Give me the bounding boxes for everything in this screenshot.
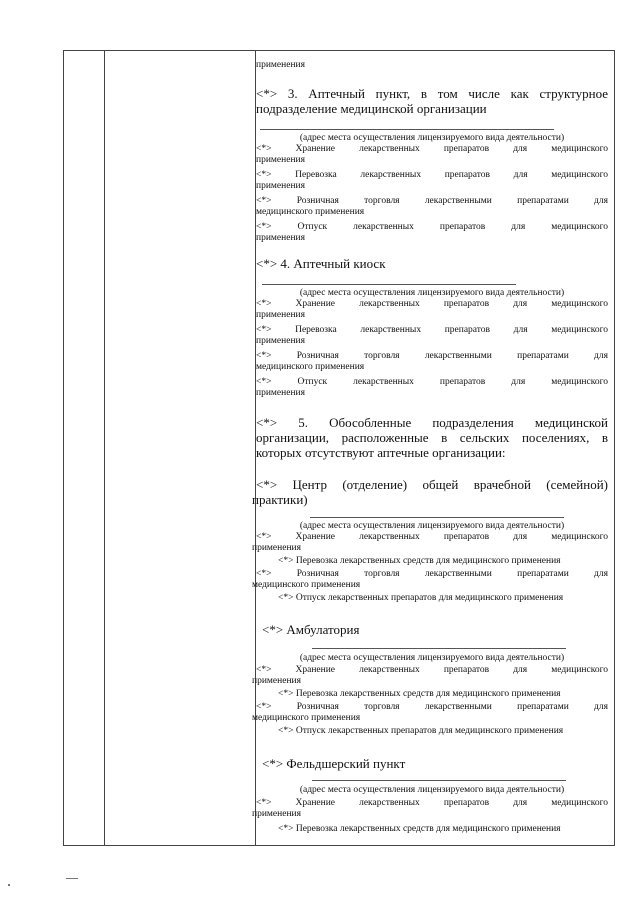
retail-line: <*> Розничная торговля лекарственными препаратами для — [256, 569, 608, 579]
scan-mark — [66, 878, 78, 879]
transport-line: <*> Перевозка лекарственных средств для медицинского применения — [278, 689, 561, 699]
text-line: применения — [256, 181, 305, 191]
text-line: применения — [256, 388, 305, 398]
address-rule — [310, 517, 564, 518]
section-4-title: <*> 4. Аптечный киоск — [256, 256, 386, 271]
address-rule — [312, 648, 566, 649]
address-caption: (адрес места осуществления лицензируемого вида деятельности) — [299, 288, 565, 298]
text-line: применения — [256, 155, 305, 165]
retail-line: <*> Розничная торговля лекарственными препаратами для — [256, 351, 608, 361]
address-caption: (адрес места осуществления лицензируемого вида деятельности) — [299, 133, 565, 143]
section-5-title-end: которых отсутствуют аптечные организации: — [256, 445, 506, 460]
transport-line: <*> Перевозка лекарственных препаратов для медицинского — [256, 325, 608, 335]
center-title: <*> Центр (отделение) общей врачебной (семейной) — [256, 477, 608, 492]
address-caption: (адрес места осуществления лицензируемого вида деятельности) — [299, 521, 565, 531]
feldsher-title: <*> Фельдшерский пункт — [262, 756, 406, 771]
text-line: применения — [256, 233, 305, 243]
ambulatory-title: <*> Амбулатория — [262, 622, 360, 637]
transport-line: <*> Перевозка лекарственных средств для медицинского применения — [278, 556, 561, 566]
storage-line: <*> Хранение лекарственных препаратов для медицинского — [256, 299, 608, 309]
address-caption: (адрес места осуществления лицензируемого вида деятельности) — [299, 653, 565, 663]
retail-line: <*> Розничная торговля лекарственными препаратами для — [256, 196, 608, 206]
section-3-title-cont: подразделение медицинской организации — [256, 101, 487, 116]
dispense-line: <*> Отпуск лекарственных препаратов для медицинского применения — [278, 593, 564, 603]
text-line: применения — [256, 336, 305, 346]
section-5-title-cont: организации, расположенные в сельских поселениях, в — [256, 430, 608, 445]
center-title-cont: практики) — [252, 492, 308, 507]
text-line: применения — [252, 809, 301, 819]
retail-line: <*> Розничная торговля лекарственными препаратами для — [256, 702, 608, 712]
text-line: применения — [256, 60, 305, 70]
address-rule — [312, 780, 566, 781]
section-3-title: <*> 3. Аптечный пункт, в том числе как структурное — [256, 86, 608, 101]
section-5-title: <*> 5. Обособленные подразделения медицинской — [256, 415, 608, 430]
storage-line: <*> Хранение лекарственных препаратов для медицинского — [256, 532, 608, 542]
dispense-line: <*> Отпуск лекарственных препаратов для медицинского — [256, 377, 608, 387]
text-line: медицинского применения — [252, 713, 361, 723]
address-caption: (адрес места осуществления лицензируемого вида деятельности) — [299, 785, 565, 795]
storage-line: <*> Хранение лекарственных препаратов для медицинского — [256, 144, 608, 154]
address-rule — [262, 284, 516, 285]
storage-line: <*> Хранение лекарственных препаратов для медицинского — [256, 665, 608, 675]
text-line: применения — [252, 676, 301, 686]
text-line: медицинского применения — [256, 362, 365, 372]
storage-line: <*> Хранение лекарственных препаратов для медицинского — [256, 798, 608, 808]
scan-mark — [8, 884, 10, 886]
column-divider-1 — [104, 51, 105, 845]
dispense-line: <*> Отпуск лекарственных препаратов для медицинского — [256, 222, 608, 232]
address-rule — [260, 129, 554, 130]
text-line: применения — [252, 543, 301, 553]
text-line: медицинского применения — [256, 207, 365, 217]
transport-line: <*> Перевозка лекарственных средств для медицинского применения — [278, 824, 561, 834]
transport-line: <*> Перевозка лекарственных препаратов для медицинского — [256, 170, 608, 180]
text-line: применения — [256, 310, 305, 320]
text-line: медицинского применения — [252, 580, 361, 590]
dispense-line: <*> Отпуск лекарственных препаратов для медицинского применения — [278, 726, 564, 736]
